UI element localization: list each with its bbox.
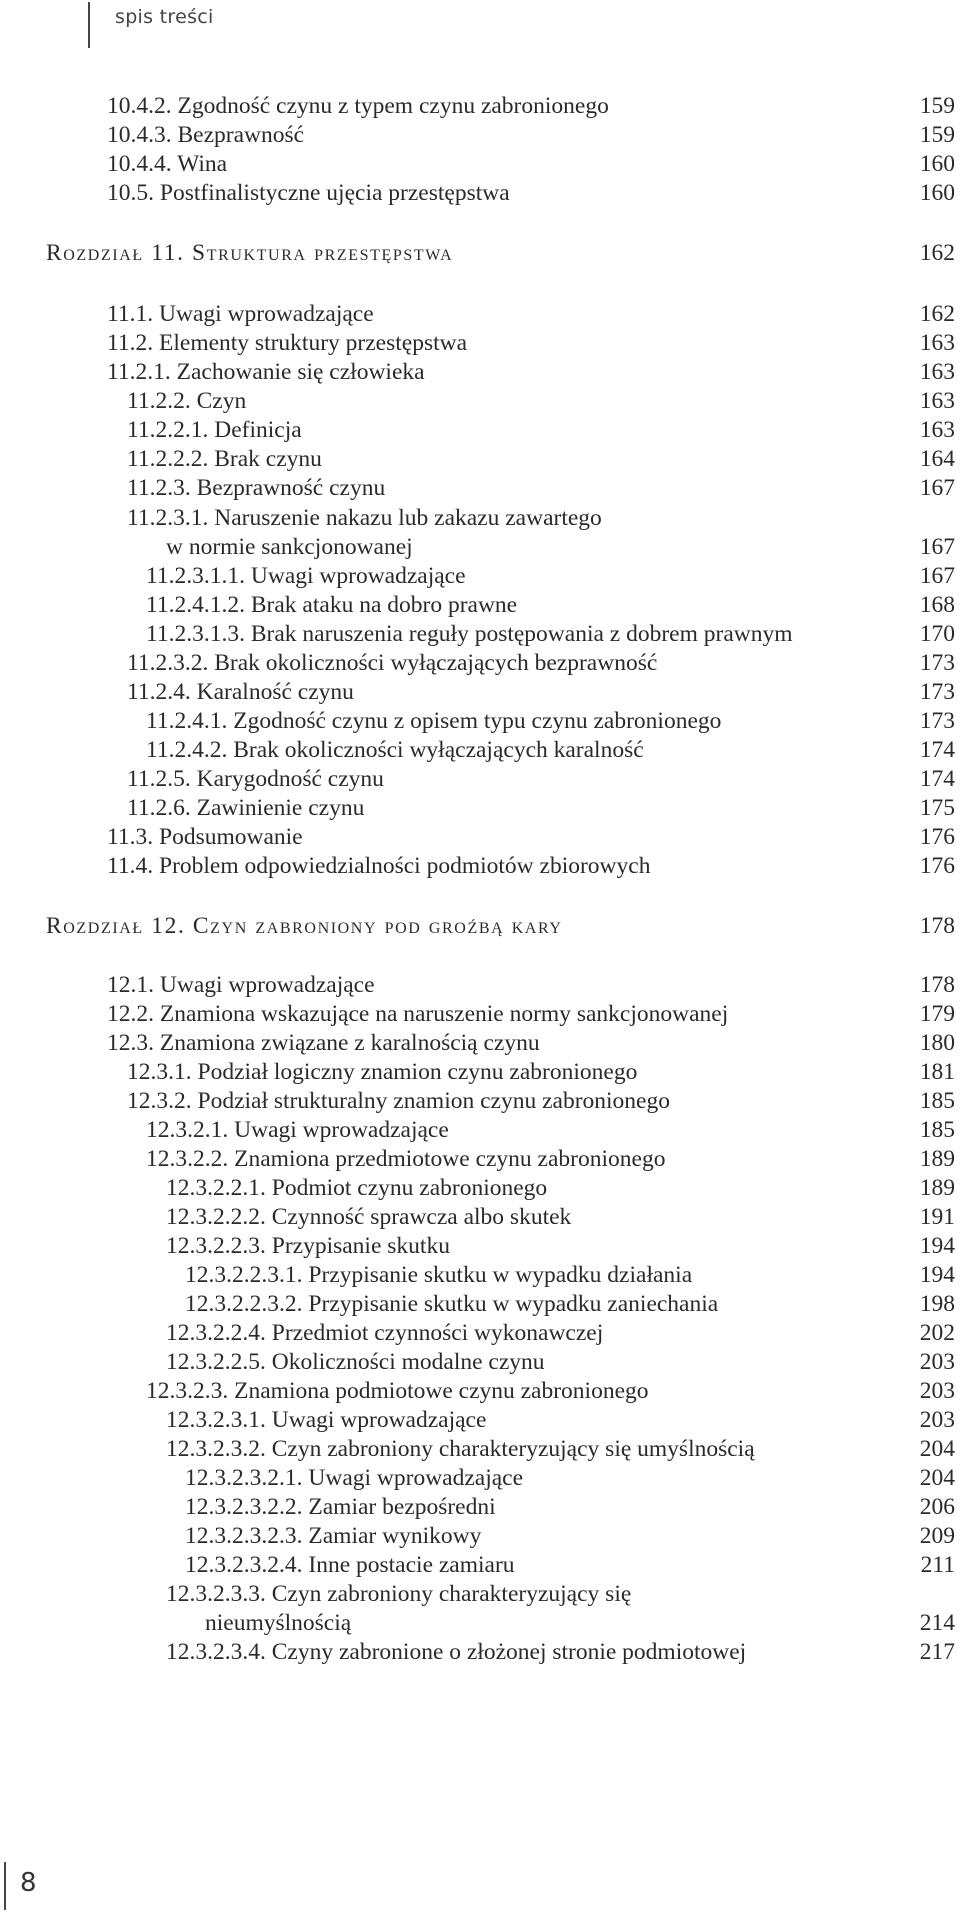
toc-page-number: 203 [919, 1378, 955, 1404]
toc-page-number: 180 [919, 1030, 955, 1056]
toc-chapter-heading: Rozdział 11. Struktura przestępstwa [46, 240, 454, 266]
header-rule [88, 2, 90, 48]
toc-entry: 12.3.2.3.2.1. Uwagi wprowadzające [185, 1465, 524, 1491]
toc-entry: 11.2.3. Bezprawność czynu [127, 475, 386, 501]
toc-entry: 12.3.2.3.2.4. Inne postacie zamiaru [185, 1552, 515, 1578]
toc-entry: 12.3.2.2.1. Podmiot czynu zabronionego [166, 1175, 548, 1201]
toc-entry: 11.2.4.2. Brak okoliczności wyłączających karalność [146, 737, 644, 763]
toc-page-number: 159 [919, 122, 955, 148]
toc-entry: 12.3.1. Podział logiczny znamion czynu zabronionego [127, 1059, 638, 1085]
toc-entry: 11.2.4.1. Zgodność czynu z opisem typu czynu zabronionego [146, 708, 722, 734]
toc-page-number: 189 [919, 1146, 955, 1172]
toc-entry: 10.4.3. Bezprawność [107, 122, 305, 148]
toc-entry: 10.4.2. Zgodność czynu z typem czynu zabronionego [107, 93, 609, 119]
toc-entry: 12.2. Znamiona wskazujące na naruszenie normy sankcjonowanej [107, 1001, 729, 1027]
toc-page-number: 217 [919, 1639, 955, 1665]
toc-entry: 10.5. Postfinalistyczne ujęcia przestępstwa [107, 180, 510, 206]
toc-page-number: 168 [919, 592, 955, 618]
toc-entry: 12.3.2.3.3. Czyn zabroniony charakteryzujący się [166, 1581, 632, 1607]
toc-page-number: 163 [919, 359, 955, 385]
toc-entry: 11.2.2. Czyn [127, 388, 247, 414]
toc-page-number: 163 [919, 388, 955, 414]
toc-page-number: 160 [919, 180, 955, 206]
toc-page-number: 163 [919, 417, 955, 443]
toc-entry: 12.3.2.3.1. Uwagi wprowadzające [166, 1407, 487, 1433]
toc-entry: 11.2.3.2. Brak okoliczności wyłączających bezprawność [127, 650, 658, 676]
toc-page-number: 175 [919, 795, 955, 821]
toc-entry: 12.3.2.3.4. Czyny zabronione o złożonej stronie podmiotowej [166, 1639, 747, 1665]
toc-entry: 12.3.2.2.3.2. Przypisanie skutku w wypadku zaniechania [185, 1291, 719, 1317]
toc-entry: 12.3.2.3.2. Czyn zabroniony charakteryzujący się umyślnością [166, 1436, 755, 1462]
toc-entry: 11.2.4. Karalność czynu [127, 679, 354, 705]
toc-page-number: 204 [919, 1436, 955, 1462]
toc-chapter-heading: Rozdział 12. Czyn zabroniony pod groźbą kary [46, 913, 563, 939]
toc-page-number: 162 [919, 301, 955, 327]
toc-entry: 11.2.4.1.2. Brak ataku na dobro prawne [146, 592, 518, 618]
toc-entry: 11.2.3.1.1. Uwagi wprowadzające [146, 563, 466, 589]
toc-entry: 11.2.2.1. Definicja [127, 417, 302, 443]
toc-page-number: 185 [919, 1117, 955, 1143]
toc-page-number: 176 [919, 853, 955, 879]
running-head: spis treści [115, 6, 214, 28]
toc-page-number: 167 [919, 563, 955, 589]
page-number: 8 [20, 1868, 37, 1898]
toc-page-number: 170 [919, 621, 955, 647]
toc-entry: 11.2.3.1. Naruszenie nakazu lub zakazu zawartego [127, 505, 602, 531]
toc-page-number: 203 [919, 1407, 955, 1433]
toc-entry: 12.3.2.2.3.1. Przypisanie skutku w wypadku działania [185, 1262, 693, 1288]
toc-entry: 12.1. Uwagi wprowadzające [107, 972, 375, 998]
toc-page-number: 185 [919, 1088, 955, 1114]
toc-page-number: 181 [919, 1059, 955, 1085]
toc-page-number: 202 [919, 1320, 955, 1346]
toc-entry: 12.3.2.2. Znamiona przedmiotowe czynu zabronionego [146, 1146, 666, 1172]
toc-page-number: 194 [919, 1233, 955, 1259]
toc-entry: 11.2. Elementy struktury przestępstwa [107, 330, 468, 356]
toc-page-number: 206 [919, 1494, 955, 1520]
toc-entry: 11.2.1. Zachowanie się człowieka [107, 359, 425, 385]
toc-entry: 12.3.2. Podział strukturalny znamion czynu zabronionego [127, 1088, 670, 1114]
toc-page-number: 176 [919, 824, 955, 850]
toc-entry: 11.3. Podsumowanie [107, 824, 303, 850]
toc-entry: 12.3.2.2.2. Czynność sprawcza albo skutek [166, 1204, 572, 1230]
footer-rule [4, 1862, 6, 1910]
toc-page-number: 214 [919, 1610, 955, 1636]
toc-page-number: 163 [919, 330, 955, 356]
toc-entry: w normie sankcjonowanej [166, 534, 413, 560]
toc-page-number: 189 [919, 1175, 955, 1201]
toc-entry: 10.4.4. Wina [107, 151, 228, 177]
toc-entry: 11.2.5. Karygodność czynu [127, 766, 384, 792]
toc-entry: 12.3.2.1. Uwagi wprowadzające [146, 1117, 449, 1143]
toc-page-number: 198 [919, 1291, 955, 1317]
toc-entry: 11.4. Problem odpowiedzialności podmiotów zbiorowych [107, 853, 651, 879]
toc-entry: 11.1. Uwagi wprowadzające [107, 301, 374, 327]
toc-page-number: 167 [919, 475, 955, 501]
toc-entry: 11.2.6. Zawinienie czynu [127, 795, 365, 821]
toc-entry: 12.3.2.2.4. Przedmiot czynności wykonawczej [166, 1320, 604, 1346]
toc-page-number: 174 [919, 737, 955, 763]
toc-page-number: 179 [919, 1001, 955, 1027]
toc-page-number: 173 [919, 679, 955, 705]
toc-page-number: 167 [919, 534, 955, 560]
toc-entry: 12.3.2.3.2.3. Zamiar wynikowy [185, 1523, 482, 1549]
toc-page-number: 194 [919, 1262, 955, 1288]
toc-page-number: 164 [919, 446, 955, 472]
toc-entry: 11.2.3.1.3. Brak naruszenia reguły postępowania z dobrem prawnym [146, 621, 793, 647]
toc-entry: nieumyślnością [205, 1610, 352, 1636]
toc-page-number: 162 [919, 240, 955, 266]
toc-page-number: 159 [919, 93, 955, 119]
toc-entry: 12.3. Znamiona związane z karalnością czynu [107, 1030, 540, 1056]
toc-page-number: 174 [919, 766, 955, 792]
toc-page-number: 178 [919, 972, 955, 998]
toc-page-number: 209 [919, 1523, 955, 1549]
toc-entry: 12.3.2.3. Znamiona podmiotowe czynu zabronionego [146, 1378, 649, 1404]
toc-entry: 12.3.2.2.5. Okoliczności modalne czynu [166, 1349, 545, 1375]
toc-page-number: 204 [919, 1465, 955, 1491]
toc-page-number: 211 [920, 1552, 955, 1578]
toc-entry: 12.3.2.2.3. Przypisanie skutku [166, 1233, 450, 1259]
toc-page-number: 173 [919, 708, 955, 734]
toc-page-number: 178 [919, 913, 955, 939]
toc-page-number: 160 [919, 151, 955, 177]
toc-entry: 12.3.2.3.2.2. Zamiar bezpośredni [185, 1494, 496, 1520]
toc-entry: 11.2.2.2. Brak czynu [127, 446, 322, 472]
toc-page-number: 191 [919, 1204, 955, 1230]
toc-page-number: 203 [919, 1349, 955, 1375]
toc-page-number: 173 [919, 650, 955, 676]
